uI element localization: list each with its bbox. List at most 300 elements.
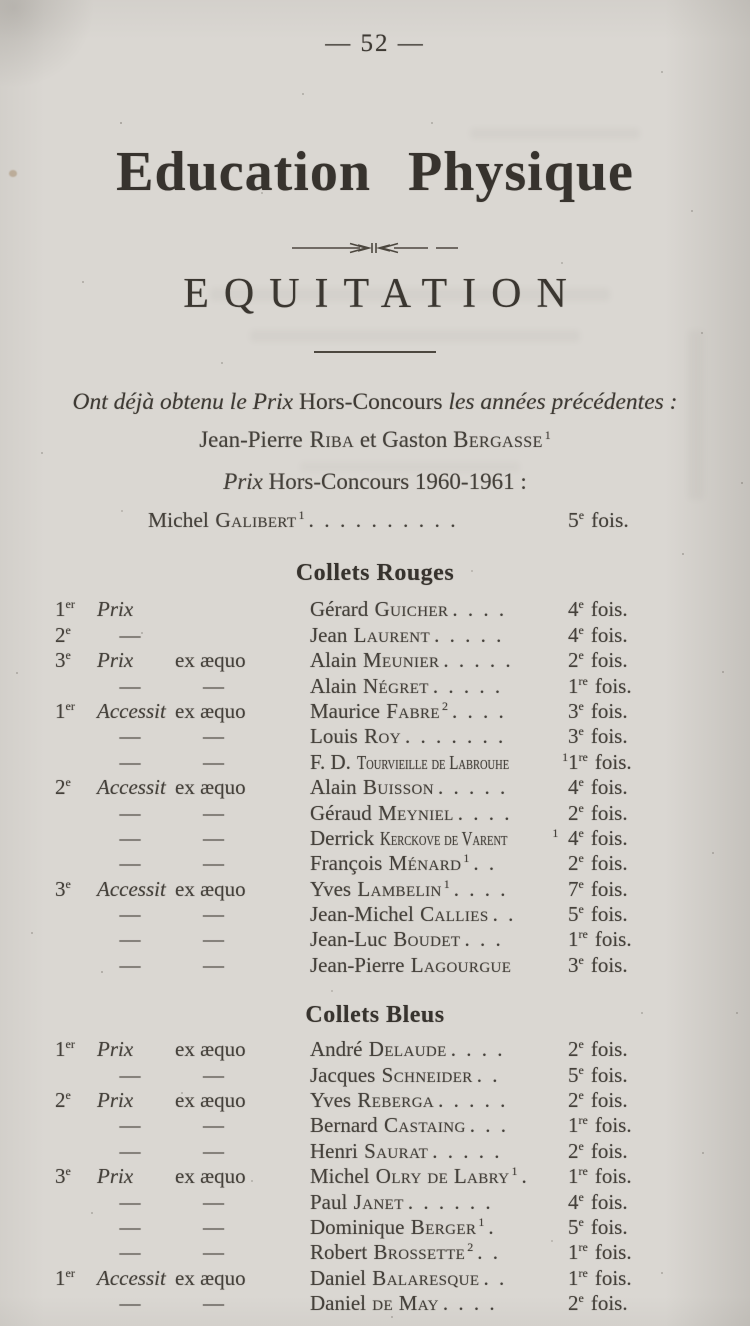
prize-row: [0, 750, 750, 775]
prize-qualifier: —: [203, 749, 224, 774]
winner-surname: Brossette: [373, 1240, 466, 1265]
winner-surname: Balaresque: [372, 1265, 480, 1290]
prize-qualifier: ex æquo: [175, 775, 246, 800]
rank-ordinal: 3e: [55, 876, 71, 901]
prize-row: [0, 902, 750, 927]
scanned-page: [0, 30, 750, 1326]
prize-qualifier: —: [203, 1240, 224, 1265]
dot-leader: . .: [476, 1062, 500, 1087]
times-cell: [568, 1266, 680, 1291]
intro-roman: Hors-Concours: [293, 389, 449, 416]
winner-name: [310, 648, 568, 673]
ordinal-suffix: er: [65, 1265, 75, 1280]
prize-qualifier: ex æquo: [175, 1037, 246, 1062]
ordinal-suffix: e: [578, 851, 584, 866]
winner-name: [310, 877, 568, 902]
times-number: 2: [568, 648, 579, 673]
dot-leader: . . . .: [442, 1291, 498, 1316]
ordinal-suffix: re: [578, 749, 588, 764]
winner-surname: Schneider: [381, 1062, 473, 1087]
prize-row: [0, 597, 750, 622]
winner-surname: Boudet: [393, 927, 461, 952]
ordinal-suffix: e: [578, 1291, 584, 1306]
prize-label: —: [119, 1062, 141, 1087]
times-cell: [568, 1240, 680, 1265]
ordinal-suffix: re: [578, 927, 588, 942]
rank-ordinal: [55, 826, 97, 852]
prize-section: [0, 1002, 750, 1316]
prize-year-roman: Hors-Concours 1960-1961 :: [262, 469, 527, 495]
prize-label: —: [119, 927, 141, 952]
winner-given-name: Maurice: [310, 698, 380, 723]
winner-surname: Riba: [309, 427, 355, 453]
times-number: 1: [568, 1113, 579, 1138]
section-title-equitation: EQUITATION: [183, 270, 582, 317]
ordinal-suffix: e: [578, 1037, 584, 1052]
winner-name: [310, 1291, 568, 1316]
prize-label: Accessit: [97, 876, 166, 901]
winner-name: [310, 1266, 568, 1291]
winner-name: [310, 826, 568, 852]
prize-qualifier: ex æquo: [175, 1265, 246, 1290]
times-word: fois.: [590, 724, 628, 749]
times-word: fois.: [590, 1037, 628, 1062]
winner-name: [310, 623, 568, 648]
prize-qualifier: —: [203, 1214, 224, 1239]
times-word: fois.: [594, 1164, 632, 1189]
rank-ordinal: [55, 750, 97, 776]
dot-leader: . . . .: [450, 1037, 505, 1062]
divider-ornament-icon: [290, 240, 460, 256]
prize-label: —: [119, 1113, 141, 1138]
prize-label: —: [119, 749, 141, 774]
footnote-marker: 1: [511, 1164, 518, 1179]
winner-surname: Berger: [410, 1214, 477, 1239]
winner-name: [310, 1190, 568, 1215]
winner-given-name: Jean-Pierre: [310, 952, 405, 977]
intro-italic-2: les années précédentes :: [448, 389, 678, 416]
ordinal-suffix: e: [65, 648, 71, 663]
prize-row: [0, 1088, 750, 1113]
prize-row: [0, 623, 750, 648]
times-cell: [568, 877, 680, 902]
times-word: fois.: [590, 622, 628, 647]
winner-given-name: Dominique: [310, 1214, 405, 1239]
times-word: fois.: [591, 508, 629, 533]
times-number: 4: [568, 597, 579, 622]
times-number: 5: [568, 1214, 579, 1239]
times-cell: [568, 507, 680, 534]
winner-given-name: Robert: [310, 1240, 368, 1265]
prize-qualifier: —: [203, 724, 224, 749]
prize-row: [0, 953, 750, 978]
footnote-marker: 1: [443, 876, 450, 891]
times-word: fois.: [590, 1291, 628, 1316]
prize-qualifier: —: [203, 851, 224, 876]
footnote-marker: 1: [552, 825, 559, 840]
times-cell: [568, 1063, 680, 1088]
times-number: 2: [568, 1088, 579, 1113]
rank-ordinal: 2e: [55, 775, 71, 800]
times-number: 4: [568, 775, 579, 800]
dot-leader: . .: [473, 851, 497, 876]
winner-surname: Saurat: [364, 1138, 429, 1163]
prize-label: Prix: [97, 597, 134, 622]
prize-qualifier: —: [203, 927, 224, 952]
dot-leader: . .: [477, 1240, 501, 1265]
rank-ordinal: [55, 1139, 97, 1164]
times-number: 3: [568, 698, 579, 723]
prize-label: —: [119, 952, 141, 977]
winner-given-name: Alain: [310, 775, 357, 800]
prize-qualifier: ex æquo: [175, 876, 246, 901]
prize-label: —: [119, 1291, 141, 1316]
rank-ordinal: 2e: [55, 622, 71, 647]
winner-name: [310, 1164, 568, 1189]
prize-label: Prix: [97, 1088, 134, 1113]
winner-given-name: F. D.: [310, 749, 351, 774]
times-word: fois.: [590, 952, 628, 977]
times-number: 3: [568, 952, 579, 977]
footnote-marker: 1: [562, 749, 569, 764]
times-number: 1: [568, 749, 579, 774]
winner-surname: Lagourgue: [410, 952, 512, 977]
prize-section: [0, 560, 750, 978]
prize-row: [0, 699, 750, 724]
times-cell: [568, 927, 680, 952]
winner-given-name: Bernard: [310, 1113, 378, 1138]
times-number: 1: [568, 1164, 579, 1189]
ordinal-suffix: e: [578, 1189, 584, 1204]
prize-label: Accessit: [97, 775, 166, 800]
ordinal-suffix: e: [578, 724, 584, 739]
ordinal-suffix: e: [578, 1088, 584, 1103]
dot-leader: . . . . . .: [407, 1189, 494, 1214]
times-number: 5: [568, 902, 579, 927]
times-cell: [568, 724, 680, 749]
times-cell: [568, 1190, 680, 1215]
times-cell: [568, 699, 680, 724]
ordinal-suffix: e: [578, 698, 584, 713]
ordinal-suffix: e: [578, 648, 584, 663]
prize-qualifier: [175, 623, 310, 648]
prize-qualifier: —: [203, 673, 224, 698]
winner-surname: Lambelin: [357, 876, 442, 901]
prize-row: [0, 1063, 750, 1088]
winner-given-name: Yves: [310, 1088, 352, 1113]
times-cell: [568, 648, 680, 673]
winner-given-name: Jean-Michel: [310, 902, 414, 927]
winner-surname: Meyniel: [378, 800, 454, 825]
times-word: fois.: [590, 597, 628, 622]
ordinal-suffix: er: [65, 698, 75, 713]
prize-label: —: [119, 724, 141, 749]
winner-name: [148, 507, 568, 534]
times-number: 4: [568, 622, 579, 647]
winner-name: [310, 927, 568, 952]
rank-ordinal: [55, 1063, 97, 1088]
times-word: fois.: [590, 825, 628, 850]
prize-label: —: [119, 622, 141, 647]
times-number: 2: [568, 800, 579, 825]
times-number: 2: [568, 1037, 579, 1062]
dot-leader: . . . . .: [434, 622, 504, 647]
winner-given-name: Yves: [310, 876, 352, 901]
winner-given-name: Jean-Luc: [310, 927, 387, 952]
ordinal-suffix: re: [578, 1113, 588, 1128]
winner-given-name: Louis: [310, 724, 358, 749]
times-number: 4: [568, 825, 579, 850]
times-number: 1: [568, 927, 579, 952]
ordinal-suffix: e: [65, 876, 71, 891]
prize-label: Prix: [97, 1164, 134, 1189]
footnote-marker: 1: [478, 1214, 485, 1229]
subtitle-rule: [314, 351, 436, 353]
winner-name: [310, 851, 568, 876]
ordinal-suffix: e: [65, 775, 71, 790]
times-number: 3: [568, 724, 579, 749]
prize-qualifier: ex æquo: [175, 648, 246, 673]
winner-given-name: Géraud: [310, 800, 372, 825]
times-number: 1: [568, 1240, 579, 1265]
prize-qualifier: —: [203, 1062, 224, 1087]
times-word: fois.: [594, 1265, 632, 1290]
times-word: fois.: [590, 775, 628, 800]
times-word: fois.: [594, 1240, 632, 1265]
prize-qualifier: ex æquo: [175, 1088, 246, 1113]
dot-leader: . . . . .: [438, 1088, 508, 1113]
dot-leader: . .: [483, 1265, 507, 1290]
dot-leader: . . .: [464, 927, 504, 952]
times-cell: [568, 902, 680, 927]
times-number: 2: [568, 1291, 579, 1316]
times-word: fois.: [590, 902, 628, 927]
winner-surname: Galibert: [215, 508, 297, 533]
ordinal-suffix: e: [578, 800, 584, 815]
footnote-marker: 1: [298, 508, 305, 523]
times-word: fois.: [594, 927, 632, 952]
times-cell: [568, 1291, 680, 1316]
prize-label: Prix: [97, 1037, 134, 1062]
winner-name: [310, 775, 568, 800]
winner-name: [310, 1215, 568, 1240]
ordinal-suffix: e: [65, 1088, 71, 1103]
prize-word-italic: Prix: [223, 469, 263, 495]
winner-surname: Négret: [362, 673, 429, 698]
rank-ordinal: [55, 724, 97, 749]
prize-qualifier: —: [203, 800, 224, 825]
prize-row: [0, 1240, 750, 1265]
ordinal-suffix: e: [578, 1214, 584, 1229]
rank-ordinal: [55, 1215, 97, 1240]
paper-stain: [9, 170, 17, 177]
dot-leader: . . . . . . .: [405, 724, 506, 749]
winner-surname: Callies: [420, 902, 489, 927]
prize-qualifier: —: [203, 1291, 224, 1316]
prize-label: —: [119, 1214, 141, 1239]
prize-label: —: [119, 902, 141, 927]
winner-surname: Buisson: [362, 775, 434, 800]
intro-sentence: [0, 387, 750, 417]
times-number: 4: [568, 1189, 579, 1214]
prize-label: —: [119, 800, 141, 825]
footnote-marker: 2: [441, 698, 448, 713]
times-number: 5: [568, 508, 579, 533]
winner-surname: Castaing: [383, 1113, 466, 1138]
prize-row: [0, 775, 750, 800]
times-cell: [568, 623, 680, 648]
ordinal-suffix: re: [578, 1240, 588, 1255]
winner-given-name: Daniel: [310, 1265, 366, 1290]
times-cell: [568, 1113, 680, 1138]
dot-leader: . . . . .: [437, 775, 508, 800]
rank-ordinal: 3e: [55, 1164, 71, 1189]
prize-row: [0, 1139, 750, 1164]
prize-row: [0, 801, 750, 826]
dot-leader: .: [521, 1164, 530, 1189]
winner-given-name: André: [310, 1037, 363, 1062]
section-heading: Collets Bleus: [305, 1002, 445, 1029]
rank-ordinal: [55, 674, 97, 699]
winner-name: [310, 1088, 568, 1113]
winner-surname: Tourvieille de Labrouhe: [357, 751, 510, 774]
times-number: 5: [568, 1062, 579, 1087]
winner-given-name: Daniel: [310, 1291, 366, 1316]
ordinal-suffix: e: [65, 622, 71, 637]
winner-surname: Kerckove de Varent: [380, 827, 508, 850]
ordinal-suffix: e: [578, 597, 584, 612]
winner-name: [310, 953, 568, 978]
dot-leader: . . . . .: [432, 1138, 502, 1163]
times-cell: [568, 1215, 680, 1240]
times-number: 1: [568, 1265, 579, 1290]
winner-given-name: François: [310, 851, 383, 876]
times-cell: [568, 597, 680, 622]
winner-given-name: Henri: [310, 1138, 358, 1163]
ordinal-suffix: re: [578, 673, 588, 688]
prize-row: [0, 927, 750, 952]
footnote-marker: 2: [467, 1240, 474, 1255]
times-cell: [568, 851, 680, 876]
prize-row: [0, 1215, 750, 1240]
prize-label: —: [119, 673, 141, 698]
dot-leader: . . . .: [451, 698, 507, 723]
prize-row: [0, 1266, 750, 1291]
times-word: fois.: [594, 749, 632, 774]
prize-label: —: [119, 1240, 141, 1265]
winner-given-name: Jean-Pierre: [199, 427, 303, 453]
winner-surname: Meunier: [362, 648, 440, 673]
dot-leader: . . . .: [452, 597, 507, 622]
winner-surname: Janet: [353, 1189, 404, 1214]
winner-given-name: Paul: [310, 1189, 348, 1214]
winner-surname: Olry de Labry: [375, 1164, 510, 1189]
times-word: fois.: [590, 1138, 628, 1163]
prize-qualifier: ex æquo: [175, 698, 246, 723]
dot-leader: . . .: [469, 1113, 509, 1138]
ordinal-suffix: re: [578, 1164, 588, 1179]
ordinal-suffix: e: [578, 1062, 584, 1077]
show-through-smudge: [250, 330, 580, 342]
times-word: fois.: [594, 673, 632, 698]
ordinal-suffix: e: [578, 622, 584, 637]
rank-ordinal: [55, 801, 97, 826]
prize-qualifier: [175, 597, 310, 622]
times-number: 2: [568, 1138, 579, 1163]
times-cell: [568, 1139, 680, 1164]
times-cell: [568, 775, 680, 800]
ordinal-suffix: e: [578, 775, 584, 790]
rank-ordinal: [55, 927, 97, 952]
winner-surname: Roy: [364, 724, 402, 749]
times-cell: [568, 801, 680, 826]
winner-name: [310, 1037, 568, 1062]
rank-ordinal: [55, 953, 97, 978]
times-word: fois.: [590, 1088, 628, 1113]
times-word: fois.: [590, 1214, 628, 1239]
winner-name: [310, 750, 568, 776]
rank-ordinal: [55, 1190, 97, 1215]
winner-surname: Laurent: [353, 622, 431, 647]
winner-name: [310, 902, 568, 927]
winner-surname: Bergasse: [453, 427, 543, 453]
prize-row: [0, 1037, 750, 1062]
rank-ordinal: 1er: [55, 698, 75, 723]
times-cell: [568, 953, 680, 978]
prize-label: —: [119, 1189, 141, 1214]
prize-row: [0, 826, 750, 851]
prize-label: —: [119, 851, 141, 876]
winner-name: [310, 699, 568, 724]
winner-given-name: Michel: [148, 508, 209, 533]
winner-given-name: Gérard: [310, 597, 369, 622]
winner-name: [310, 1113, 568, 1138]
winner-name: [310, 1063, 568, 1088]
rank-ordinal: 3e: [55, 648, 71, 673]
times-cell: [568, 1037, 680, 1062]
ordinal-suffix: e: [578, 952, 584, 967]
times-cell: [568, 674, 680, 699]
page-title: Education Physique: [116, 141, 634, 203]
section-heading: Collets Rouges: [295, 560, 455, 587]
ordinal-suffix: e: [578, 508, 585, 523]
prize-label: Prix: [97, 648, 134, 673]
previous-winners-line: [0, 425, 750, 454]
winner-name: [310, 597, 568, 622]
prize-sections: [0, 560, 750, 1316]
times-word: fois.: [590, 1189, 628, 1214]
ordinal-suffix: e: [578, 876, 584, 891]
rank-ordinal: [55, 851, 97, 876]
prize-label: —: [119, 825, 141, 850]
dot-leader: .: [488, 1214, 497, 1239]
rank-ordinal: 1er: [55, 597, 75, 622]
prize-qualifier: —: [203, 902, 224, 927]
winner-given-name: Derrick: [310, 825, 375, 850]
hors-concours-winner-row: [0, 507, 750, 534]
footnote-marker: 1: [463, 851, 470, 866]
winner-given-name: Jacques: [310, 1062, 376, 1087]
times-word: fois.: [590, 876, 628, 901]
winner-surname: Ménard: [388, 851, 462, 876]
winner-given-name: Michel: [310, 1164, 370, 1189]
show-through-smudge: [470, 128, 640, 139]
winner-name: [310, 674, 568, 699]
connector-text: et Gaston: [354, 427, 454, 453]
rank-ordinal: 1er: [55, 1037, 75, 1062]
prize-year-line: [0, 467, 750, 496]
winner-name: [310, 724, 568, 749]
